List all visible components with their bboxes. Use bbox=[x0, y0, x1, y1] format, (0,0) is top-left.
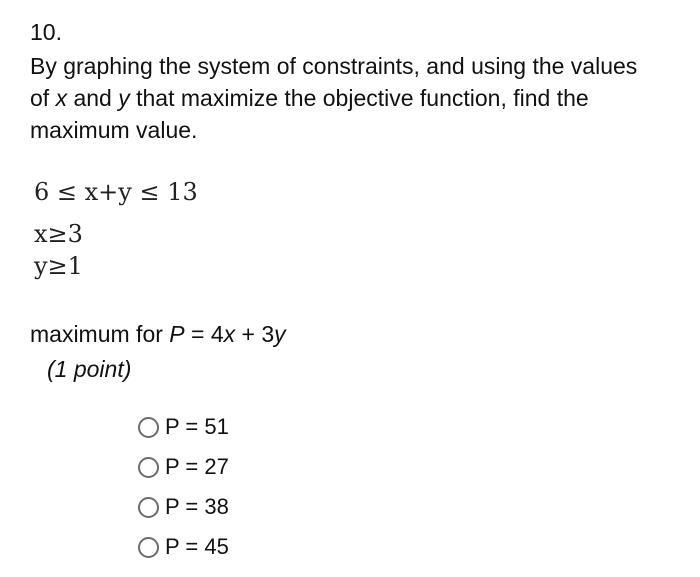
prompt-var-y: y bbox=[118, 85, 130, 111]
answer-option-1[interactable] bbox=[138, 407, 229, 447]
question-block bbox=[30, 0, 670, 577]
prompt-line-3: maximum value. bbox=[30, 117, 198, 143]
prompt-line-2a: of bbox=[30, 85, 56, 111]
answer-option-4[interactable] bbox=[138, 527, 229, 567]
radio-button-icon[interactable] bbox=[138, 537, 159, 558]
objective-eq: = 4 bbox=[184, 321, 224, 347]
question-prompt bbox=[30, 50, 662, 146]
prompt-var-x: x bbox=[55, 85, 68, 111]
answer-option-label: P = 38 bbox=[165, 494, 229, 519]
constraint-x: x≥3 bbox=[34, 220, 83, 248]
point-value: (1 point) bbox=[47, 356, 132, 382]
prompt-line-2b: and bbox=[67, 85, 119, 111]
prompt-line-1: By graphing the system of constraints, and using the values bbox=[30, 53, 638, 79]
constraint-sum: 6 ≤ x+y ≤ 13 bbox=[34, 178, 198, 206]
objective-var: P bbox=[169, 321, 185, 347]
prompt-line-2c: that maximize the objective function, find the bbox=[129, 85, 589, 111]
answer-option-3[interactable] bbox=[138, 487, 229, 527]
answer-option-label: P = 45 bbox=[165, 534, 229, 559]
constraints-list bbox=[34, 174, 198, 284]
radio-button-icon[interactable] bbox=[138, 457, 159, 478]
question-number: 10. bbox=[30, 19, 62, 45]
answer-options bbox=[138, 407, 229, 567]
objective-function bbox=[30, 318, 286, 350]
objective-x: x bbox=[223, 321, 236, 347]
answer-option-label: P = 27 bbox=[165, 454, 229, 479]
radio-button-icon[interactable] bbox=[138, 417, 159, 438]
objective-prefix: maximum for bbox=[30, 321, 170, 347]
objective-plus: + 3 bbox=[235, 321, 275, 347]
answer-option-2[interactable] bbox=[138, 447, 229, 487]
radio-button-icon[interactable] bbox=[138, 497, 159, 518]
answer-option-label: P = 51 bbox=[165, 414, 229, 439]
objective-y: y bbox=[274, 321, 286, 347]
constraint-y: y≥1 bbox=[34, 252, 83, 280]
